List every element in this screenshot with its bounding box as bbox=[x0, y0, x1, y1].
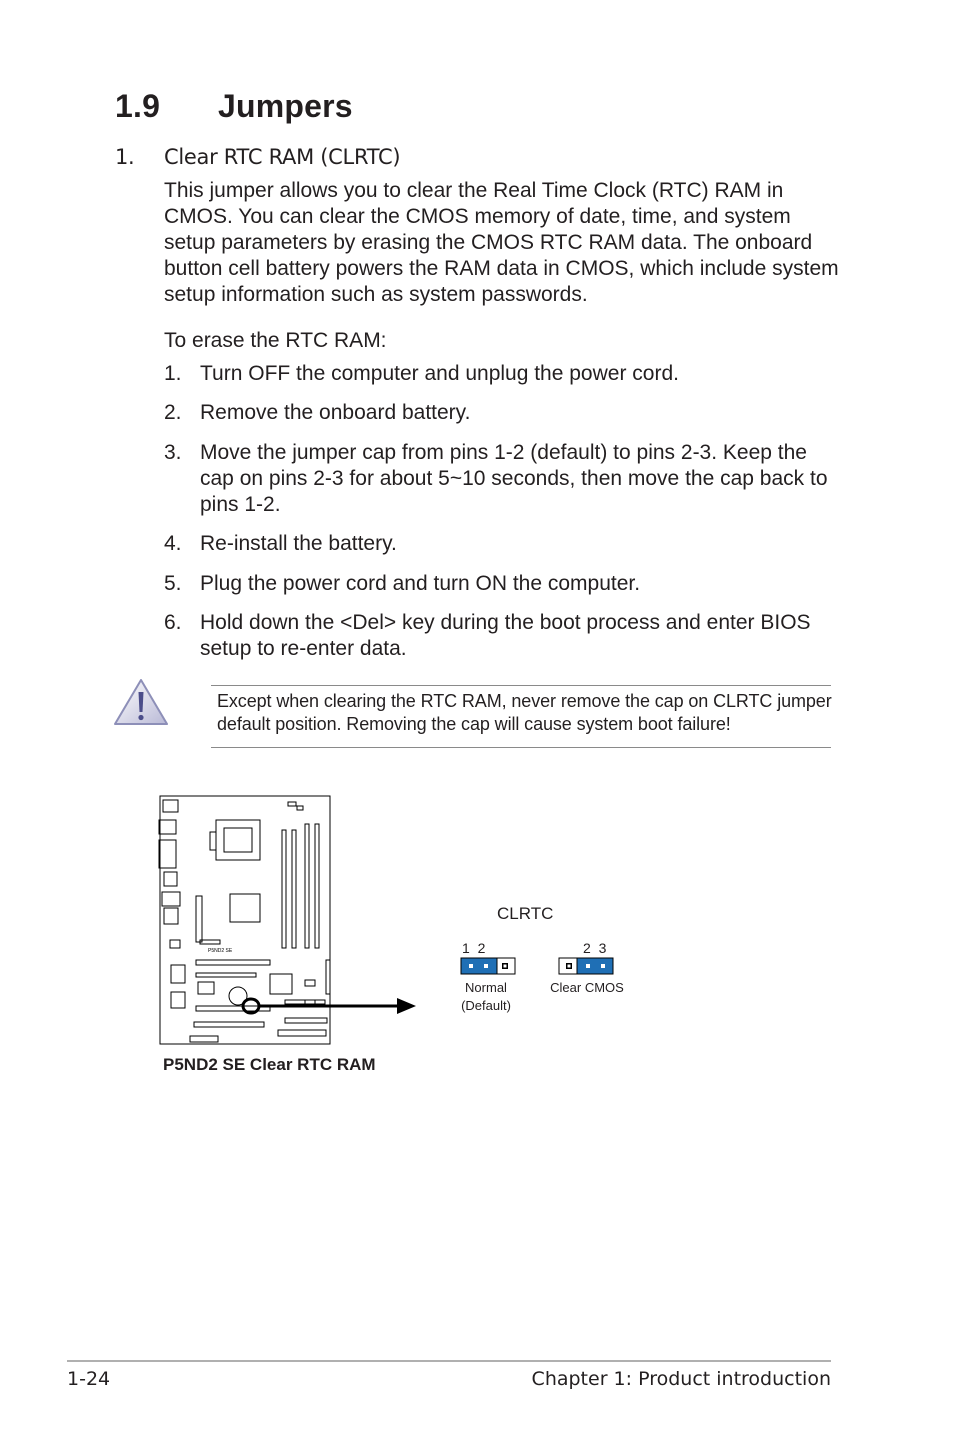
step-2: 2. Remove the onboard battery. bbox=[164, 401, 471, 424]
normal-pin-numbers: 1 2 bbox=[462, 940, 486, 956]
section-number: 1.9 bbox=[115, 88, 161, 124]
steps-lead: To erase the RTC RAM: bbox=[164, 329, 387, 352]
motherboard-diagram bbox=[150, 790, 630, 1045]
section-title: Jumpers bbox=[218, 88, 353, 124]
intro-paragraph: This jumper allows you to clear the Real Time Clock (RTC) RAM in CMOS. You can clear the CMOS memory of date, time, and system setup parameters by erasing the CMOS RTC RAM data. The onboard button cell battery powers the RAM data in CMOS, which include system setup information such as system passwords. bbox=[164, 179, 839, 306]
footer-rule bbox=[67, 1360, 831, 1362]
step-3: 3. Move the jumper cap from pins 1-2 (default) to pins 2-3. Keep the cap on pins 2-3 for about 5~10 seconds, then move the cap back to pins 1-2. bbox=[164, 441, 828, 516]
warning-text: Except when clearing the RTC RAM, never remove the cap on CLRTC jumper default position. Removing the cap will cause system boot failure! bbox=[217, 691, 832, 734]
clear-pin-numbers: 2 3 bbox=[583, 940, 607, 956]
jumper-normal-position bbox=[460, 956, 516, 976]
warning-top-rule bbox=[211, 685, 831, 686]
figure-caption: P5ND2 SE Clear RTC RAM bbox=[163, 1055, 376, 1074]
warning-bottom-rule bbox=[211, 747, 831, 748]
step-1: 1. Turn OFF the computer and unplug the power cord. bbox=[164, 362, 679, 385]
step-4: 4. Re-install the battery. bbox=[164, 532, 397, 555]
callout-arrow-head bbox=[397, 998, 416, 1014]
clear-cmos-label: Clear CMOS bbox=[550, 980, 624, 995]
subsection-number: 1. bbox=[115, 145, 135, 169]
section-heading bbox=[115, 88, 353, 125]
normal-default-label: (Default) bbox=[461, 998, 511, 1013]
board-label: P5ND2 SE bbox=[208, 948, 233, 954]
jumper-name: CLRTC bbox=[497, 904, 554, 923]
normal-label: Normal bbox=[465, 980, 507, 995]
jumper-clear-position bbox=[558, 956, 614, 976]
step-5: 5. Plug the power cord and turn ON the computer. bbox=[164, 572, 641, 595]
subsection-heading bbox=[115, 145, 400, 169]
step-6: 6. Hold down the <Del> key during the boot process and enter BIOS setup to re-enter data. bbox=[164, 611, 811, 660]
subsection-title: Clear RTC RAM (CLRTC) bbox=[164, 145, 401, 169]
page-number: 1-24 bbox=[67, 1368, 111, 1390]
chapter-title: Chapter 1: Product introduction bbox=[531, 1368, 831, 1390]
warning-triangle-icon bbox=[112, 677, 170, 727]
